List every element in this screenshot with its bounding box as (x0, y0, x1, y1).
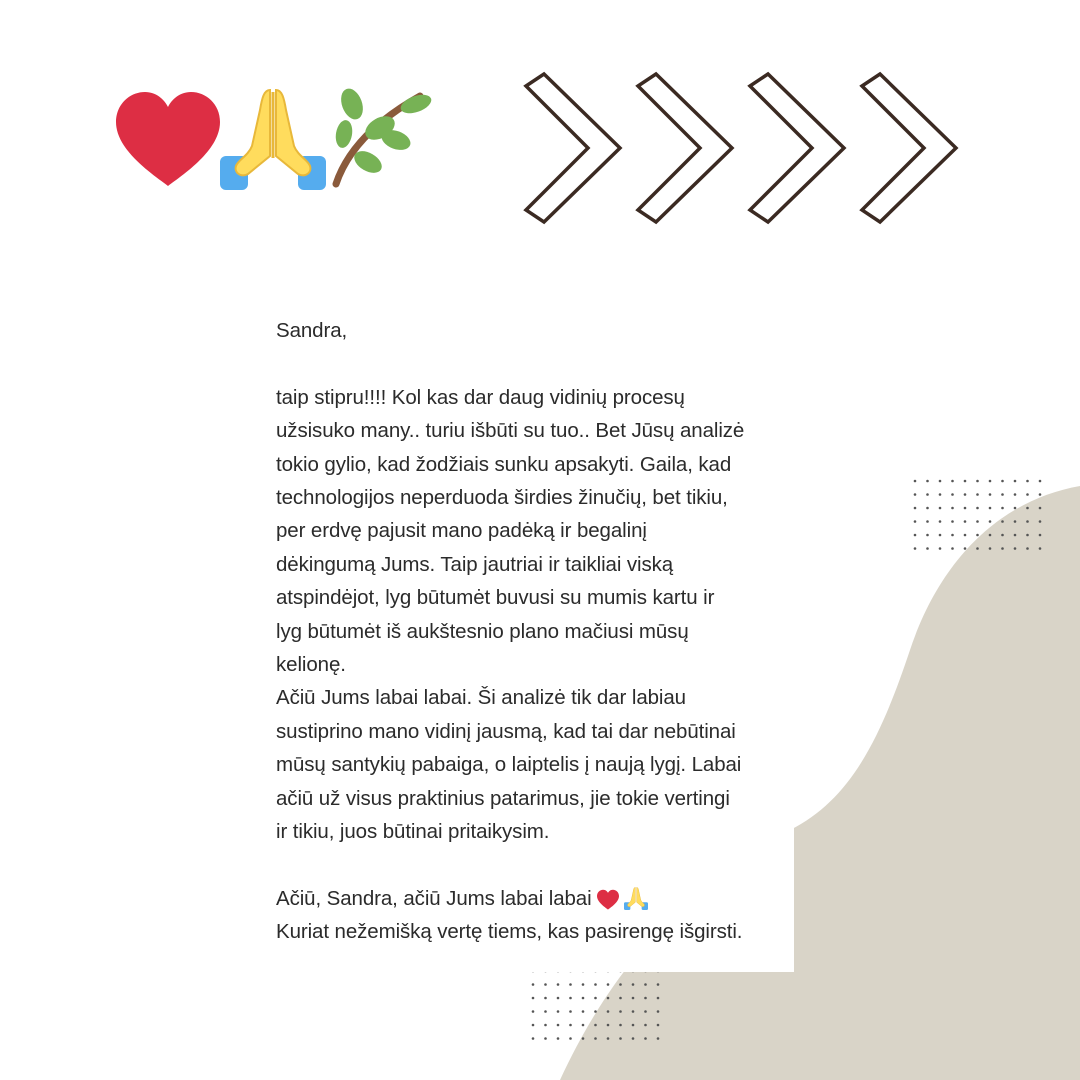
dot (1039, 534, 1042, 537)
dot (1026, 493, 1029, 496)
dot (607, 1037, 610, 1040)
dot (964, 480, 967, 483)
dot (1001, 507, 1004, 510)
dot (1026, 534, 1029, 537)
dot (989, 507, 992, 510)
dot (976, 520, 979, 523)
dot (1014, 547, 1017, 550)
dot (619, 1024, 622, 1027)
dot (939, 507, 942, 510)
dot (644, 1024, 647, 1027)
dot (582, 1010, 585, 1013)
dot (926, 534, 929, 537)
dot (582, 997, 585, 1000)
letter-line: dėkingumą Jums. Taip jautriai ir taikliai viską (276, 552, 674, 576)
dot (644, 983, 647, 986)
dot (569, 983, 572, 986)
dot (951, 480, 954, 483)
dot (976, 507, 979, 510)
dot (594, 1010, 597, 1013)
dot (644, 1010, 647, 1013)
dot (964, 534, 967, 537)
dot (1026, 507, 1029, 510)
dot (989, 493, 992, 496)
dot (951, 493, 954, 496)
dot (951, 534, 954, 537)
dot (644, 1037, 647, 1040)
dot (964, 493, 967, 496)
heart-icon (116, 92, 220, 186)
dot (1026, 520, 1029, 523)
closing-line-1 (276, 882, 786, 915)
dot (1014, 507, 1017, 510)
dot (594, 1037, 597, 1040)
dot (657, 1037, 660, 1040)
dot (914, 480, 917, 483)
dot (939, 480, 942, 483)
dot (532, 1037, 535, 1040)
dot (926, 493, 929, 496)
dot (582, 1037, 585, 1040)
letter-line: Ačiū Jums labai labai. Ši analizė tik dar labiau (276, 686, 686, 710)
dot (657, 1010, 660, 1013)
dot (607, 1024, 610, 1027)
dot (657, 983, 660, 986)
letter-line: užsisuko many.. turiu išbūti su tuo.. Bet Jūsų analizė (276, 419, 745, 443)
dot (594, 983, 597, 986)
praying-hands-icon (624, 886, 648, 910)
dot (632, 997, 635, 1000)
letter-line: sustiprino mano vidinį jausmą, kad tai dar nebūtinai (276, 719, 736, 743)
dot (607, 997, 610, 1000)
letter-line: ačiū už visus praktinius patarimus, jie tokie vertingi (276, 786, 730, 810)
dot (914, 507, 917, 510)
dot (619, 983, 622, 986)
letter-line: technologijos neperduoda širdies žinučių, bet tikiu, (276, 486, 728, 510)
dot (619, 1037, 622, 1040)
letter-line: tokio gylio, kad žodžiais sunku apsakyti. Gaila, kad (276, 452, 732, 476)
letter-line: per erdvę pajusit mano padėką ir begalinį (276, 519, 647, 543)
dot (951, 520, 954, 523)
dot (926, 520, 929, 523)
dot (594, 997, 597, 1000)
dot (582, 1024, 585, 1027)
dot (557, 1010, 560, 1013)
chevron-decoration (520, 70, 960, 230)
dot (632, 1024, 635, 1027)
dot (557, 1037, 560, 1040)
dot (1039, 507, 1042, 510)
dot (544, 1010, 547, 1013)
letter-line: mūsų santykių pabaiga, o laiptelis į naują lygį. Labai (276, 753, 742, 777)
dot (569, 1024, 572, 1027)
greeting: Sandra, (276, 319, 348, 342)
dot (619, 1010, 622, 1013)
dot (976, 534, 979, 537)
olive-branch-icon (334, 86, 432, 184)
closing-text: Ačiū, Sandra, ačiū Jums labai labai (276, 886, 592, 910)
dot (964, 520, 967, 523)
letter-line: ir tikiu, juos būtinai pritaikysim. (276, 820, 550, 844)
dot (976, 493, 979, 496)
dot (939, 534, 942, 537)
dot (914, 493, 917, 496)
letter-line: taip stipru!!!! Kol kas dar daug vidinių procesų (276, 385, 685, 409)
dot (1014, 534, 1017, 537)
dot (914, 534, 917, 537)
dot (1001, 547, 1004, 550)
dot (1001, 520, 1004, 523)
dot (964, 507, 967, 510)
testimonial-letter (276, 314, 786, 949)
letter-line: kelionę. (276, 653, 346, 677)
dot (532, 1024, 535, 1027)
dot (544, 997, 547, 1000)
dot (594, 1024, 597, 1027)
dot (1001, 480, 1004, 483)
dot (951, 507, 954, 510)
dot (582, 983, 585, 986)
dot (1001, 493, 1004, 496)
dot (976, 547, 979, 550)
dot (544, 1024, 547, 1027)
chevron-icon (638, 74, 732, 222)
dot (632, 1037, 635, 1040)
dot (569, 1037, 572, 1040)
paragraph-2 (276, 681, 786, 848)
dot (569, 997, 572, 1000)
dot-grid-decoration (912, 478, 1044, 554)
dot (569, 1010, 572, 1013)
dot (607, 1010, 610, 1013)
dot (557, 997, 560, 1000)
dot (1039, 520, 1042, 523)
dot (532, 997, 535, 1000)
dot (1026, 480, 1029, 483)
dot (657, 1024, 660, 1027)
dot (989, 534, 992, 537)
dot (951, 547, 954, 550)
dot (1014, 493, 1017, 496)
dot (544, 1037, 547, 1040)
dot (1014, 480, 1017, 483)
dot (989, 480, 992, 483)
chevron-icon (750, 74, 844, 222)
dot (532, 1010, 535, 1013)
dot (939, 493, 942, 496)
heart-icon (596, 888, 620, 910)
dot (914, 520, 917, 523)
dot (964, 547, 967, 550)
dot (939, 520, 942, 523)
letter-line: atspindėjot, lyg būtumėt buvusi su mumis kartu ir (276, 586, 715, 610)
dot (632, 983, 635, 986)
dot (926, 480, 929, 483)
dot-grid-decoration (530, 968, 662, 1044)
dot (1014, 520, 1017, 523)
emoji-row (112, 84, 432, 199)
dot (914, 547, 917, 550)
praying-hands-icon (220, 90, 326, 190)
chevron-icon (526, 74, 620, 222)
dot (557, 983, 560, 986)
dot (926, 547, 929, 550)
closing-line-2: Kuriat nežemišką vertę tiems, kas pasirengę išgirsti. (276, 920, 743, 944)
dot (1026, 547, 1029, 550)
letter-line: lyg būtumėt iš aukštesnio plano mačiusi mūsų (276, 619, 689, 643)
dot (989, 520, 992, 523)
dot (989, 547, 992, 550)
dot (926, 507, 929, 510)
dot (1001, 534, 1004, 537)
dot (976, 480, 979, 483)
dot (1039, 547, 1042, 550)
dot (632, 1010, 635, 1013)
dot (657, 997, 660, 1000)
paragraph-1 (276, 381, 786, 682)
dot (644, 997, 647, 1000)
dot (544, 983, 547, 986)
dot (557, 1024, 560, 1027)
dot (1039, 480, 1042, 483)
dot (619, 997, 622, 1000)
dot (939, 547, 942, 550)
dot (532, 983, 535, 986)
chevron-icon (862, 74, 956, 222)
dot (607, 983, 610, 986)
dot (1039, 493, 1042, 496)
